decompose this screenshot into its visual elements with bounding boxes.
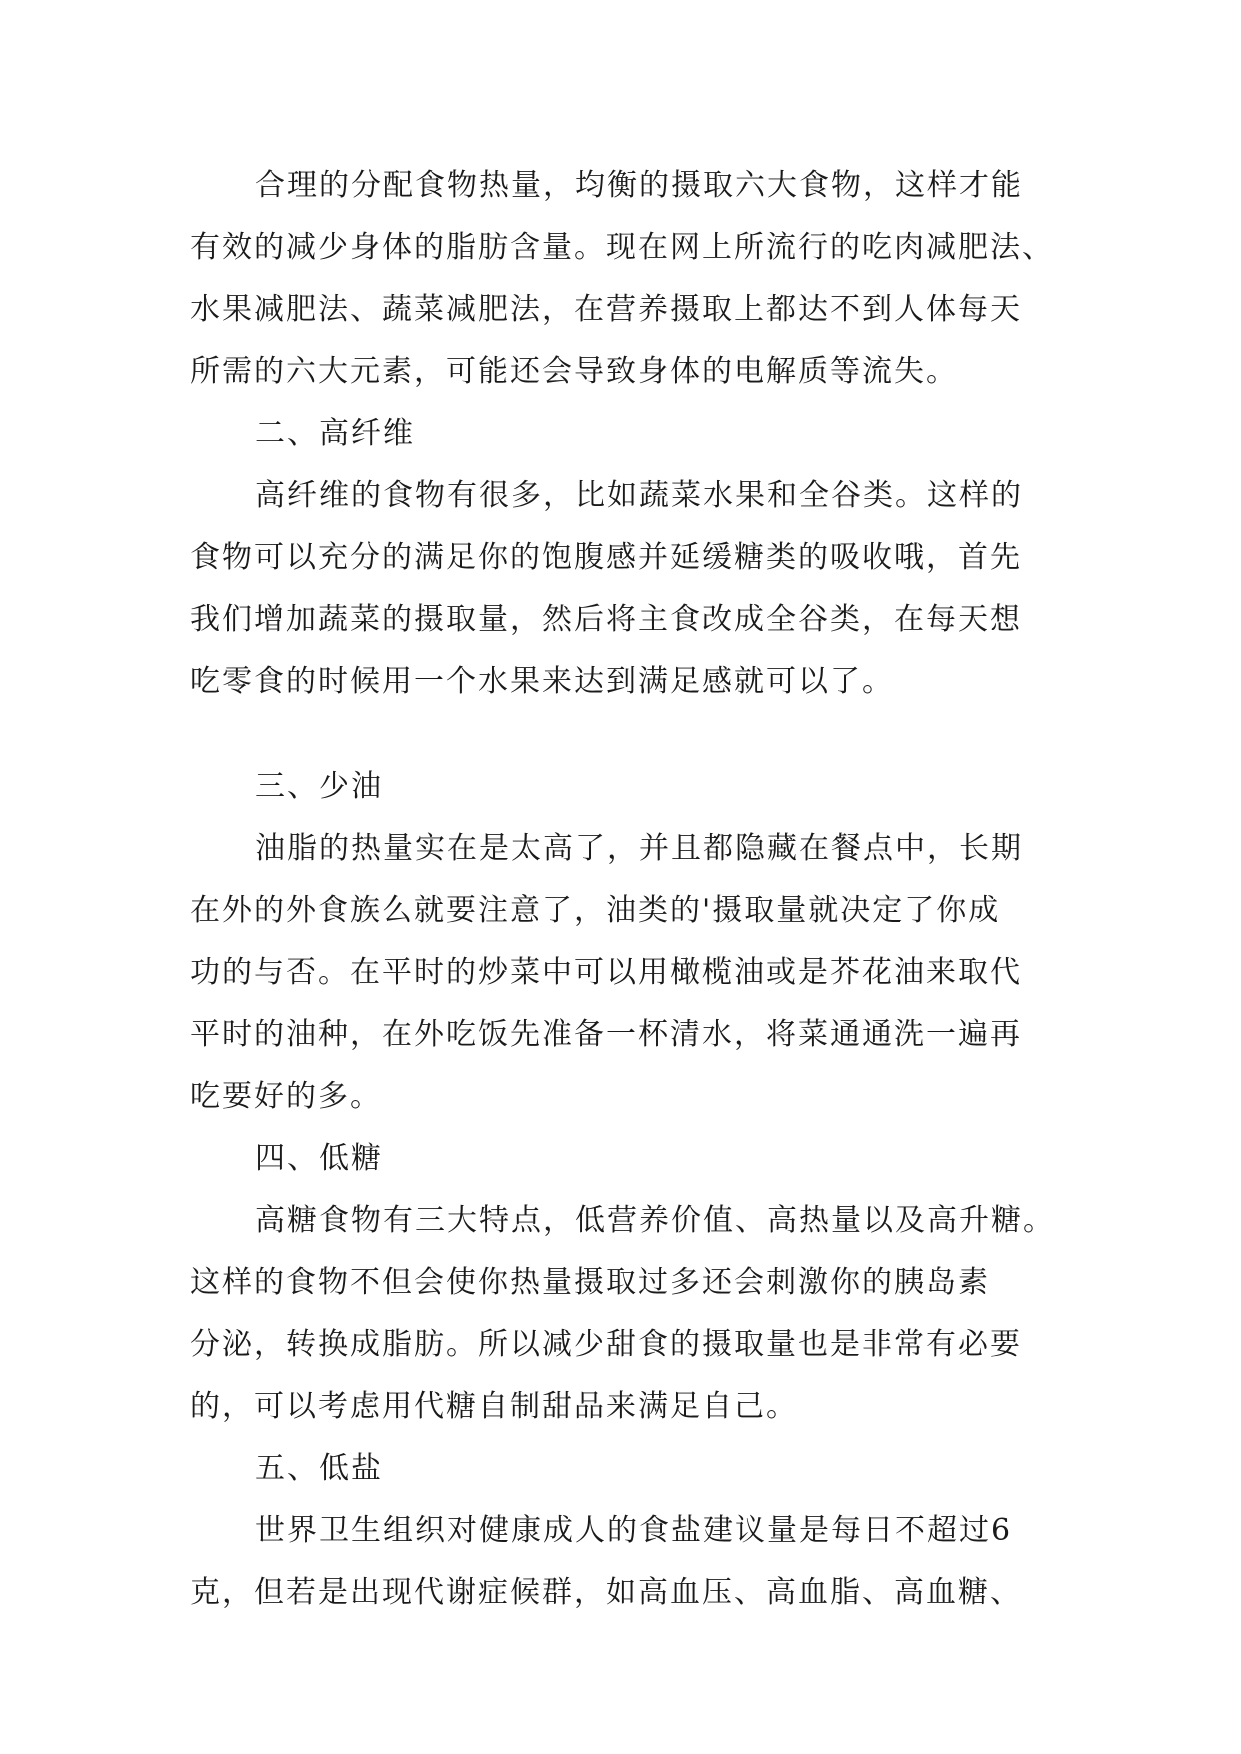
paragraph-line: 有效的减少身体的脂肪含量。现在网上所流行的吃肉减肥法、 bbox=[190, 230, 1054, 265]
section-heading: 四、低糖 bbox=[255, 1141, 383, 1176]
paragraph-line: 高纤维的食物有很多，比如蔬菜水果和全谷类。这样的 bbox=[255, 478, 1023, 513]
paragraph-line: 高糖食物有三大特点，低营养价值、高热量以及高升糖。 bbox=[255, 1203, 1055, 1238]
section-heading: 五、低盐 bbox=[255, 1451, 383, 1486]
paragraph-line: 食物可以充分的满足你的饱腹感并延缓糖类的吸收哦，首先 bbox=[190, 540, 1022, 575]
paragraph-line: 我们增加蔬菜的摄取量，然后将主食改成全谷类，在每天想 bbox=[190, 602, 1022, 637]
paragraph-line: 分泌，转换成脂肪。所以减少甜食的摄取量也是非常有必要 bbox=[190, 1327, 1022, 1362]
section-heading: 三、少油 bbox=[255, 769, 383, 804]
paragraph-line: 油脂的热量实在是太高了，并且都隐藏在餐点中，长期 bbox=[255, 831, 1023, 866]
paragraph-line: 水果减肥法、蔬菜减肥法，在营养摄取上都达不到人体每天 bbox=[190, 292, 1022, 327]
paragraph-line: 功的与否。在平时的炒菜中可以用橄榄油或是芥花油来取代 bbox=[190, 955, 1022, 990]
paragraph-line: 所需的六大元素，可能还会导致身体的电解质等流失。 bbox=[190, 354, 958, 389]
paragraph-line: 克，但若是出现代谢症候群，如高血压、高血脂、高血糖、 bbox=[190, 1575, 1022, 1610]
paragraph-line: 世界卫生组织对健康成人的食盐建议量是每日不超过6 bbox=[255, 1513, 1013, 1548]
paragraph-line: 吃要好的多。 bbox=[190, 1079, 382, 1114]
paragraph-line: 合理的分配食物热量，均衡的摄取六大食物，这样才能 bbox=[255, 168, 1023, 203]
paragraph-line: 吃零食的时候用一个水果来达到满足感就可以了。 bbox=[190, 664, 894, 699]
paragraph-line: 的，可以考虑用代糖自制甜品来满足自己。 bbox=[190, 1389, 798, 1424]
paragraph-line: 平时的油种，在外吃饭先准备一杯清水，将菜通通洗一遍再 bbox=[190, 1017, 1022, 1052]
paragraph-line: 这样的食物不但会使你热量摄取过多还会刺激你的胰岛素 bbox=[190, 1265, 990, 1300]
paragraph-line: 在外的外食族么就要注意了，油类的'摄取量就决定了你成 bbox=[190, 893, 1001, 928]
section-heading: 二、高纤维 bbox=[255, 416, 415, 451]
